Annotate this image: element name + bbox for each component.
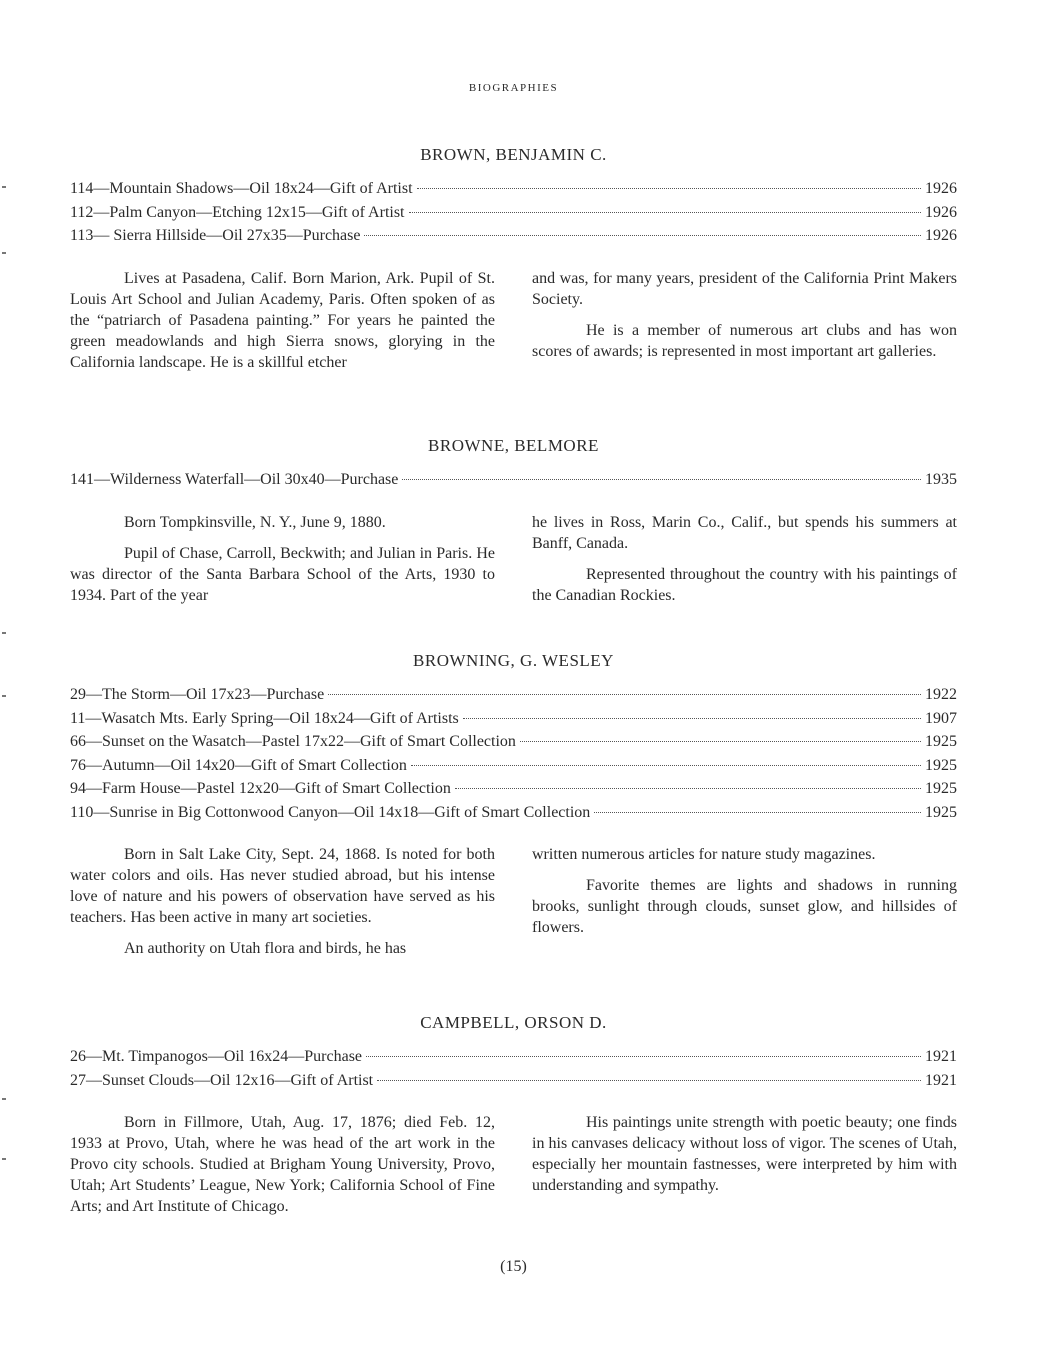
artist-section-browning (70, 651, 957, 969)
scan-mark (2, 1158, 6, 1160)
bio-paragraph: Favorite themes are lights and shadows in running brooks, sunlight through clouds, sunset glow, and hillsides of flowers. (532, 877, 957, 936)
artist-name: CAMPBELL, ORSON D. (420, 1013, 607, 1032)
bio-paragraph: Born Tompkinsville, N. Y., June 9, 1880. (124, 513, 386, 531)
work-title: 94—Farm House—Pastel 12x20—Gift of Smart Collection (70, 780, 451, 797)
biography (70, 512, 957, 616)
work-year: 1922 (925, 686, 957, 703)
bio-column-left (70, 512, 495, 616)
dot-leader (328, 694, 921, 695)
work-year: 1921 (925, 1071, 957, 1089)
work-entry (70, 777, 957, 801)
work-entry (70, 707, 957, 731)
scan-mark (2, 695, 6, 697)
work-title: 26—Mt. Timpanogos—Oil 16x24—Purchase (70, 1048, 363, 1065)
bio-paragraph: Born in Salt Lake City, Sept. 24, 1868. Is noted for both water colors and oils. Has never studied abroad, but his intense love of nature and his powers of observation have served as his teachers. Has been active in many art societies. (70, 846, 495, 926)
work-entry (70, 177, 957, 201)
work-year: 1935 (925, 471, 957, 488)
work-title: 112—Palm Canyon—Etching 12x15—Gift of Artist (70, 203, 405, 221)
scan-mark (2, 252, 6, 254)
work-entry (70, 1045, 957, 1069)
work-year: 1907 (925, 709, 957, 727)
bio-column-right (532, 512, 957, 616)
work-year: 1925 (925, 780, 957, 797)
scan-mark (2, 1098, 6, 1100)
work-title: 29—The Storm—Oil 17x23—Purchase (70, 686, 325, 703)
scan-mark (2, 186, 6, 188)
work-year: 1925 (925, 803, 957, 821)
bio-paragraph: He is a member of numerous art clubs and has won scores of awards; is represented in most important art galleries. (532, 321, 957, 360)
dot-leader (411, 765, 921, 766)
bio-column-left (70, 844, 495, 969)
artist-name: BROWNE, BELMORE (428, 436, 599, 455)
document-page (70, 0, 957, 1368)
work-entry (70, 201, 957, 225)
work-title: 11—Wasatch Mts. Early Spring—Oil 18x24—Gift of Artists (70, 709, 459, 727)
bio-paragraph: Pupil of Chase, Carroll, Beckwith; and Julian in Paris. He was director of the Santa Barbara School of the Arts, 1930 to 1934. Part of the year (70, 544, 495, 604)
work-title: 114—Mountain Shadows—Oil 18x24—Gift of Artist (70, 180, 413, 197)
bio-paragraph: and was, for many years, president of the California Print Makers Society. (532, 269, 957, 308)
dot-leader (594, 812, 921, 813)
bio-column-right (532, 268, 957, 383)
work-entry (70, 468, 957, 492)
work-title: 66—Sunset on the Wasatch—Pastel 17x22—Gift of Smart Collection (70, 733, 516, 750)
bio-column-right (532, 1112, 957, 1227)
running-head: BIOGRAPHIES (468, 82, 559, 94)
bio-paragraph: His paintings unite strength with poetic beauty; one finds in his canvases delicacy without loss of vigor. The scenes of Utah, especially her mountain fastnesses, were interpreted by him with understanding and sympathy. (532, 1114, 957, 1194)
dot-leader (364, 235, 921, 236)
work-year: 1926 (925, 203, 957, 221)
dot-leader (402, 479, 921, 480)
work-entry (70, 224, 957, 248)
artist-name: BROWN, BENJAMIN C. (420, 145, 607, 164)
work-year: 1926 (925, 227, 957, 244)
bio-paragraph: Lives at Pasadena, Calif. Born Marion, Ark. Pupil of St. Louis Art School and Julian Academy, Paris. Often spoken of as the “patriarch of Pasadena painting.” For years he painted the green meadowlands and high Sierra snows, glorying in the California landscape. He is a skillful etcher (70, 269, 495, 371)
work-title: 110—Sunrise in Big Cottonwood Canyon—Oil 14x18—Gift of Smart Collection (70, 803, 591, 821)
works-list (70, 1045, 957, 1092)
work-entry (70, 683, 957, 707)
biography (70, 1112, 957, 1227)
work-title: 113— Sierra Hillside—Oil 27x35—Purchase (70, 227, 361, 244)
work-title: 141—Wilderness Waterfall—Oil 30x40—Purchase (70, 471, 399, 488)
bio-paragraph: he lives in Ross, Marin Co., Calif., but spends his summers at Banff, Canada. (532, 513, 957, 552)
work-title: 27—Sunset Clouds—Oil 12x16—Gift of Artist (70, 1071, 374, 1089)
biography (70, 268, 957, 383)
works-list (70, 683, 957, 824)
bio-paragraph: An authority on Utah flora and birds, he has (124, 940, 407, 957)
bio-column-right (532, 844, 957, 969)
bio-paragraph: written numerous articles for nature study magazines. (532, 846, 876, 863)
work-year: 1921 (925, 1048, 957, 1065)
dot-leader (417, 188, 921, 189)
dot-leader (366, 1056, 921, 1057)
bio-paragraph: Born in Fillmore, Utah, Aug. 17, 1876; died Feb. 12, 1933 at Provo, Utah, where he was head of the art work in the Provo city schools. Studied at Brigham Young University, Provo, Utah; Art Students’ League, New York; California School of Fine Arts; and Art Institute of Chicago. (70, 1114, 495, 1215)
artist-section-campbell (70, 1013, 957, 1227)
scan-mark (2, 632, 6, 634)
work-entry (70, 754, 957, 778)
work-entry (70, 801, 957, 825)
work-entry (70, 1069, 957, 1093)
dot-leader (455, 788, 921, 789)
bio-column-left (70, 268, 495, 383)
page-number: (15) (500, 1258, 527, 1275)
artist-section-browne (70, 436, 957, 616)
dot-leader (409, 212, 922, 213)
artist-name: BROWNING, G. WESLEY (413, 651, 614, 670)
work-year: 1926 (925, 180, 957, 197)
bio-paragraph: Represented throughout the country with his paintings of the Canadian Rockies. (532, 565, 957, 604)
biography (70, 844, 957, 969)
dot-leader (520, 741, 921, 742)
dot-leader (377, 1080, 921, 1081)
works-list (70, 468, 957, 492)
work-title: 76—Autumn—Oil 14x20—Gift of Smart Collection (70, 756, 407, 774)
artist-section-brown (70, 145, 957, 383)
bio-column-left (70, 1112, 495, 1227)
work-year: 1925 (925, 733, 957, 750)
work-year: 1925 (925, 756, 957, 774)
works-list (70, 177, 957, 248)
work-entry (70, 730, 957, 754)
dot-leader (463, 718, 921, 719)
